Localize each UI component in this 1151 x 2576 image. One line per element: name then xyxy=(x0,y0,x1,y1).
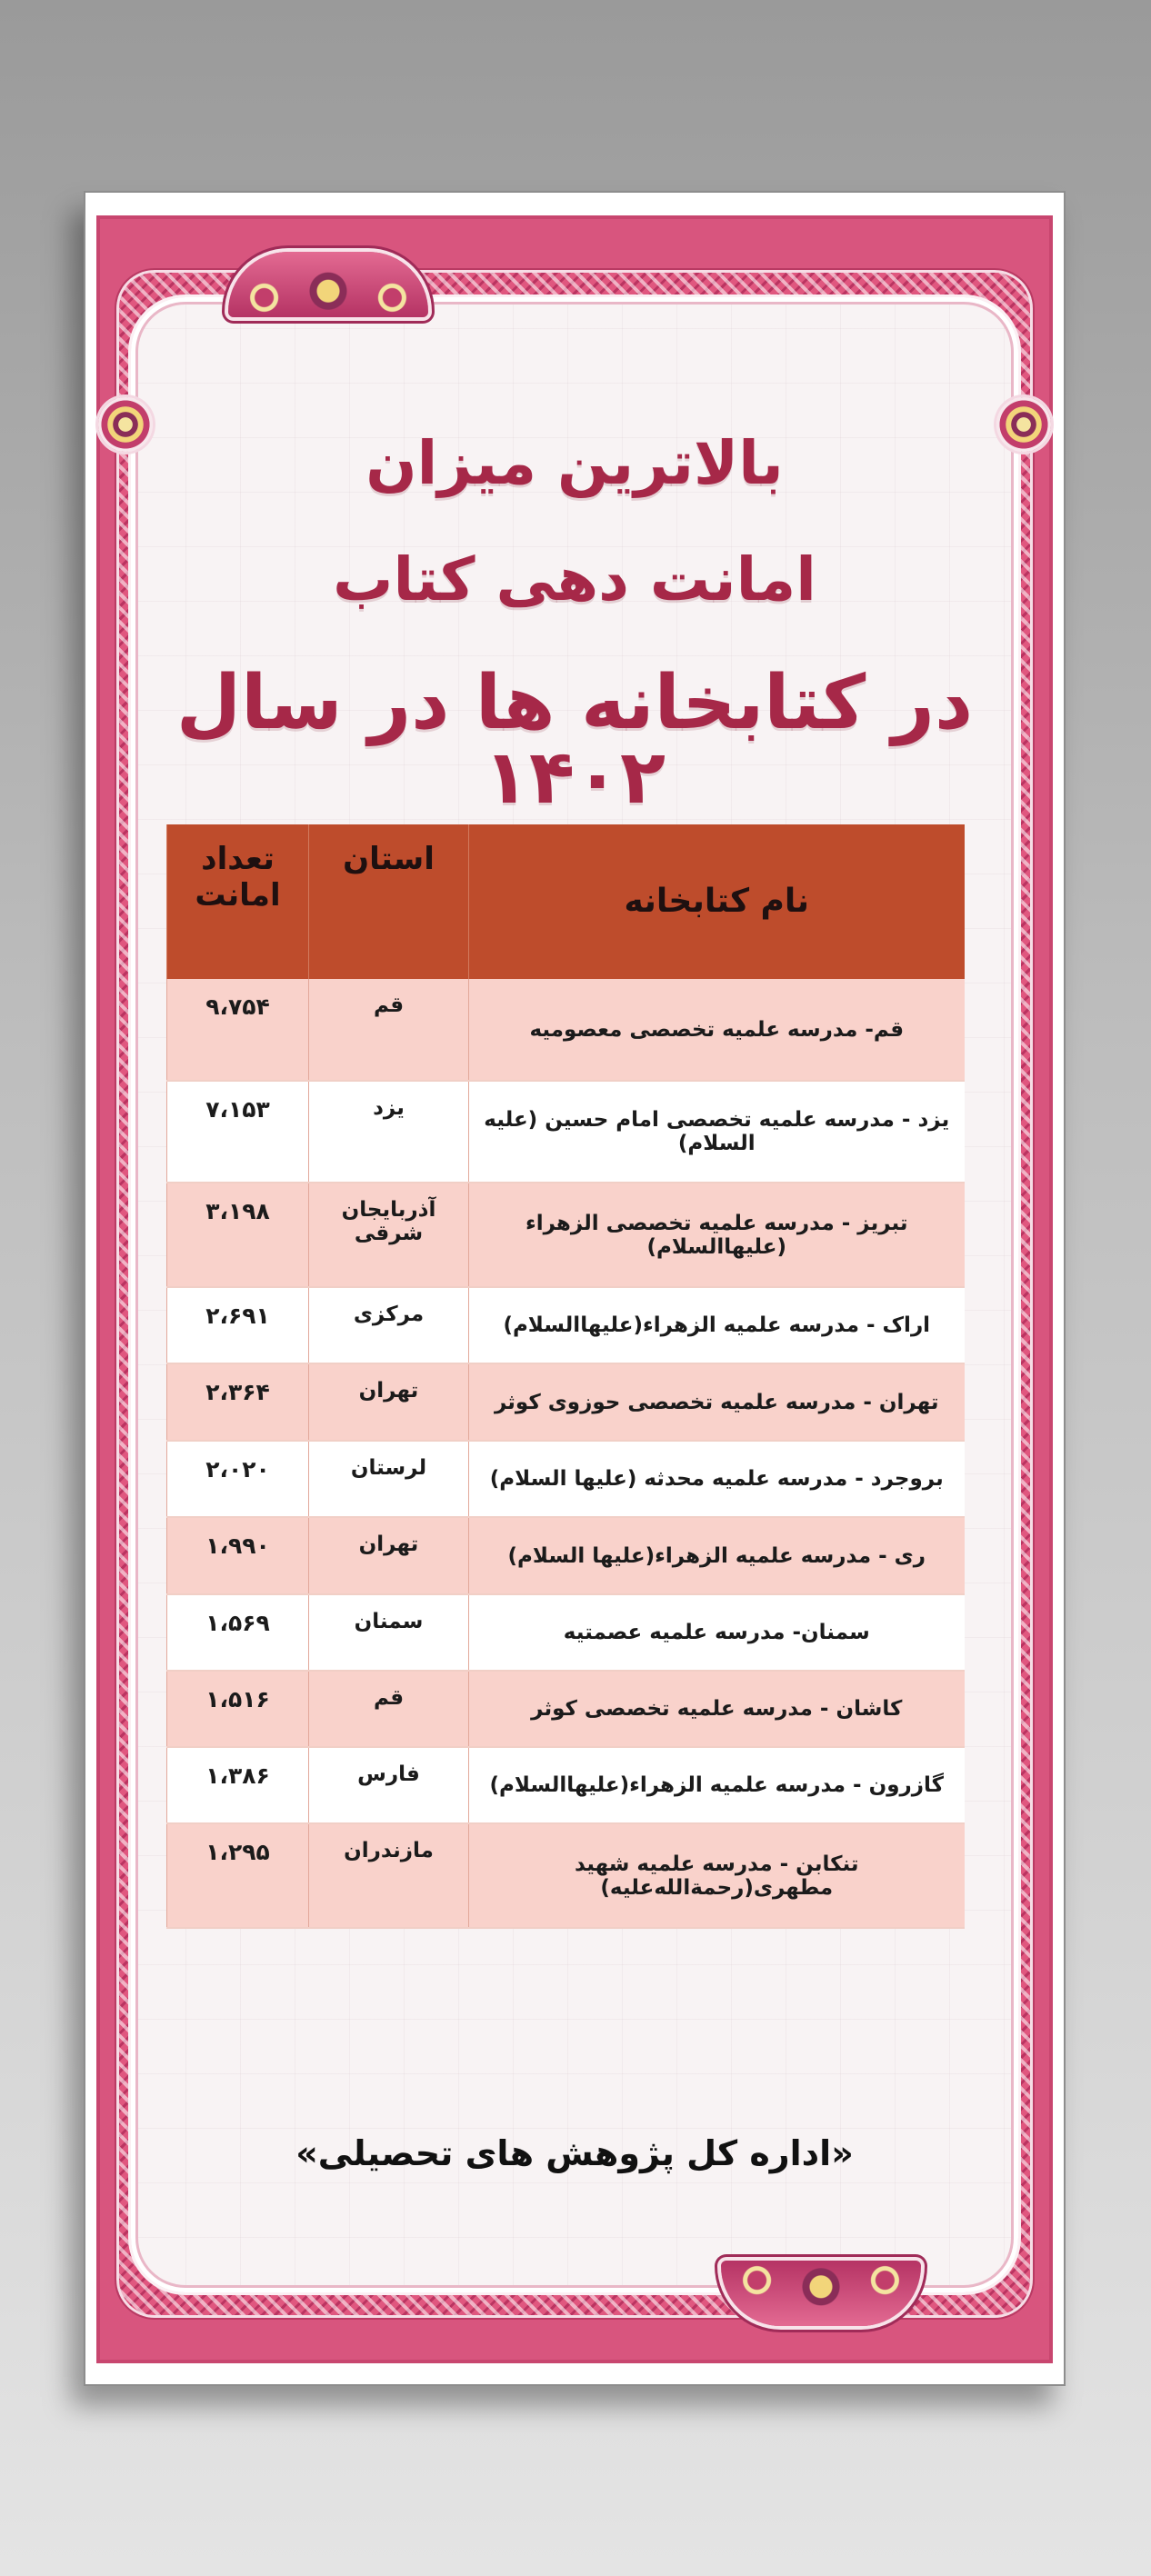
loans-table xyxy=(166,824,965,1929)
count-cell: ۱،۹۹۰ xyxy=(167,1517,309,1594)
count-cell: ۱،۵۱۶ xyxy=(167,1671,309,1747)
header-library: نام کتابخانه xyxy=(469,824,965,979)
province-cell: قم xyxy=(309,979,469,1081)
count-cell: ۲،۶۹۱ xyxy=(167,1287,309,1363)
poster-title xyxy=(96,428,1053,821)
library-cell: بروجرد - مدرسه علمیه محدثه (علیها السلام) xyxy=(469,1441,965,1517)
table-row xyxy=(167,979,965,1081)
library-cell: تهران - مدرسه علمیه تخصصی حوزوی کوثر xyxy=(469,1363,965,1441)
count-cell: ۳،۱۹۸ xyxy=(167,1183,309,1287)
province-cell: تهران xyxy=(309,1363,469,1441)
footer-department: «اداره کل پژوهش های تحصیلی» xyxy=(295,2133,854,2173)
library-cell: سمنان- مدرسه علمیه عصمتیه xyxy=(469,1594,965,1671)
title-line-1: بالاترین میزان xyxy=(365,428,784,498)
header-count: تعداد امانت xyxy=(167,824,309,979)
province-cell: آذربایجان شرقی xyxy=(309,1183,469,1287)
count-cell: ۱،۳۸۶ xyxy=(167,1747,309,1823)
province-cell: سمنان xyxy=(309,1594,469,1671)
province-cell: یزد xyxy=(309,1081,469,1183)
bottom-ornament xyxy=(721,2261,921,2326)
province-cell: لرستان xyxy=(309,1441,469,1517)
province-cell: قم xyxy=(309,1671,469,1747)
table-row xyxy=(167,1363,965,1441)
top-ornament xyxy=(228,252,428,317)
table-header-row xyxy=(167,824,965,979)
table-row xyxy=(167,1287,965,1363)
province-cell: مازندران xyxy=(309,1823,469,1928)
table-row xyxy=(167,1671,965,1747)
poster-paper xyxy=(84,191,1066,2386)
count-cell: ۱،۵۶۹ xyxy=(167,1594,309,1671)
count-cell: ۲،۳۶۴ xyxy=(167,1363,309,1441)
library-cell: کاشان - مدرسه علمیه تخصصی کوثر xyxy=(469,1671,965,1747)
library-cell: قم- مدرسه علمیه تخصصی معصومیه xyxy=(469,979,965,1081)
table-row xyxy=(167,1441,965,1517)
province-cell: فارس xyxy=(309,1747,469,1823)
title-line-3: در کتابخانه ها در سال ۱۴۰۲ xyxy=(175,660,974,821)
table-row xyxy=(167,1081,965,1183)
header-province: استان xyxy=(309,824,469,979)
title-line-2: امانت دهی کتاب xyxy=(333,544,816,614)
table-row xyxy=(167,1517,965,1594)
table-row xyxy=(167,1594,965,1671)
province-cell: مرکزی xyxy=(309,1287,469,1363)
count-cell: ۷،۱۵۳ xyxy=(167,1081,309,1183)
province-cell: تهران xyxy=(309,1517,469,1594)
library-cell: تنکابن - مدرسه علمیه شهید مطهری(رحمةالله‌علیه) xyxy=(469,1823,965,1928)
loans-table-wrap xyxy=(166,824,964,1929)
library-cell: یزد - مدرسه علمیه تخصصی امام حسین (علیه السلام) xyxy=(469,1081,965,1183)
library-cell: تبریز - مدرسه علمیه تخصصی الزهراء (علیهاالسلام) xyxy=(469,1183,965,1287)
count-cell: ۱،۲۹۵ xyxy=(167,1823,309,1928)
table-row xyxy=(167,1747,965,1823)
count-cell: ۲،۰۲۰ xyxy=(167,1441,309,1517)
table-row xyxy=(167,1183,965,1287)
library-cell: ری - مدرسه علمیه الزهراء(علیها السلام) xyxy=(469,1517,965,1594)
count-cell: ۹،۷۵۴ xyxy=(167,979,309,1081)
table-row xyxy=(167,1823,965,1928)
library-cell: گازرون - مدرسه علمیه الزهراء(علیهاالسلام) xyxy=(469,1747,965,1823)
library-cell: اراک - مدرسه علمیه الزهراء(علیهاالسلام) xyxy=(469,1287,965,1363)
